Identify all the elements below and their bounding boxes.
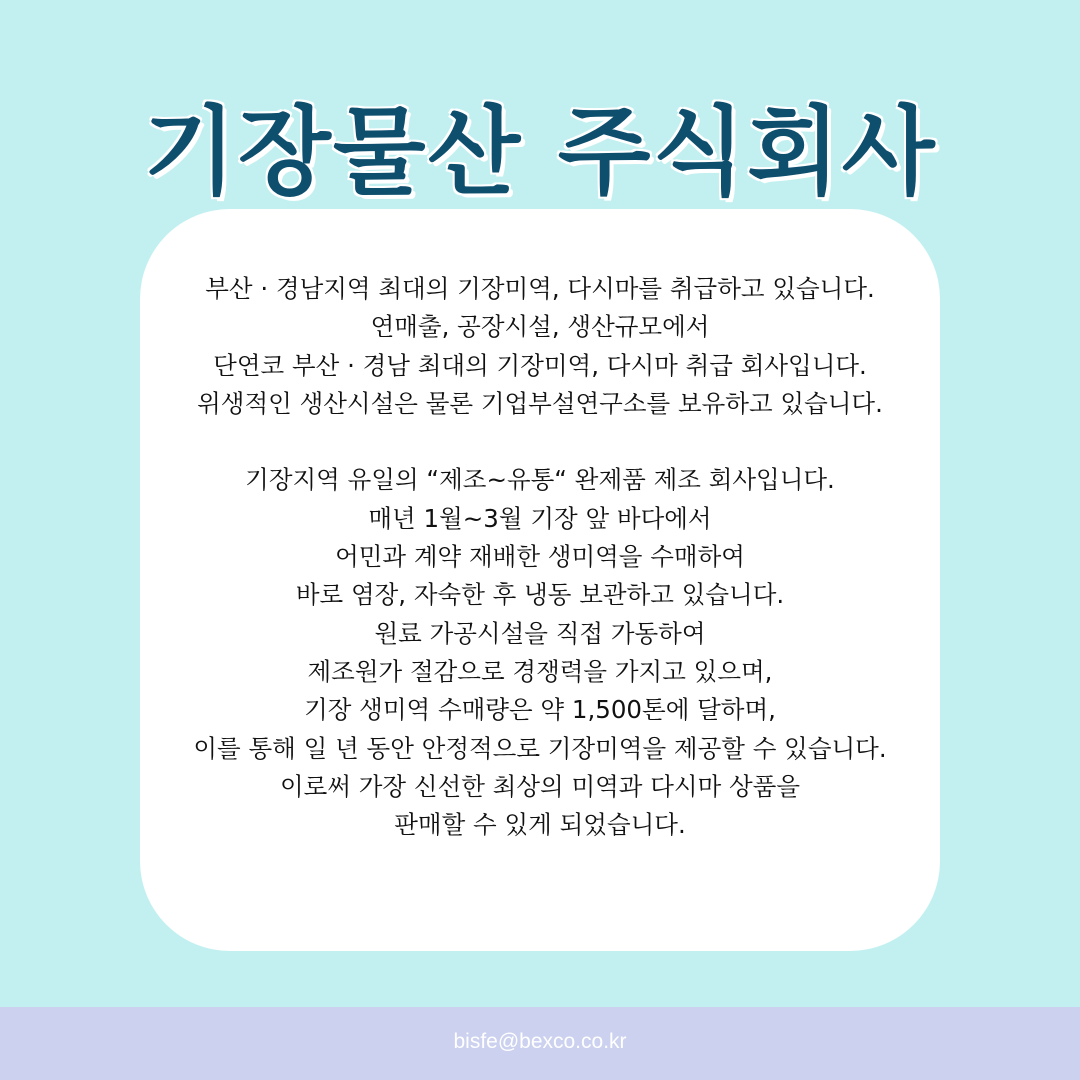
company-description [140, 270, 940, 844]
text-line: 연매출, 공장시설, 생산규모에서 [370, 312, 710, 342]
text-line: 위생적인 생산시설은 물론 기업부설연구소를 보유하고 있습니다. [197, 388, 883, 418]
page-title: 기장물산 주식회사 [143, 96, 937, 208]
footer-email[interactable]: bisfe@bexco.co.kr [453, 1030, 627, 1053]
intro-paragraph [140, 270, 940, 423]
text-line: 원료 가공시설을 직접 가동하여 [374, 618, 706, 648]
text-line: 단연코 부산 · 경남 최대의 기장미역, 다시마 취급 회사입니다. [213, 350, 867, 380]
text-line: 기장지역 유일의 “제조~유통“ 완제품 제조 회사입니다. [245, 465, 835, 495]
text-line: 부산 · 경남지역 최대의 기장미역, 다시마를 취급하고 있습니다. [205, 274, 875, 303]
text-line: 기장 생미역 수매량은 약 1,500톤에 달하며, [304, 695, 776, 725]
text-line: 판매할 수 있게 되었습니다. [394, 810, 686, 840]
text-line: 매년 1월~3월 기장 앞 바다에서 [368, 503, 712, 533]
text-line: 바로 염장, 자숙한 후 냉동 보관하고 있습니다. [295, 580, 785, 610]
text-line: 이를 통해 일 년 동안 안정적으로 기장미역을 제공할 수 있습니다. [193, 733, 887, 763]
text-line: 이로써 가장 신선한 최상의 미역과 다시마 상품을 [279, 771, 801, 801]
text-line: 제조원가 절감으로 경쟁력을 가지고 있으며, [307, 656, 773, 686]
text-line: 어민과 계약 재배한 생미역을 수매하여 [335, 542, 745, 572]
detail-paragraph [140, 461, 940, 844]
